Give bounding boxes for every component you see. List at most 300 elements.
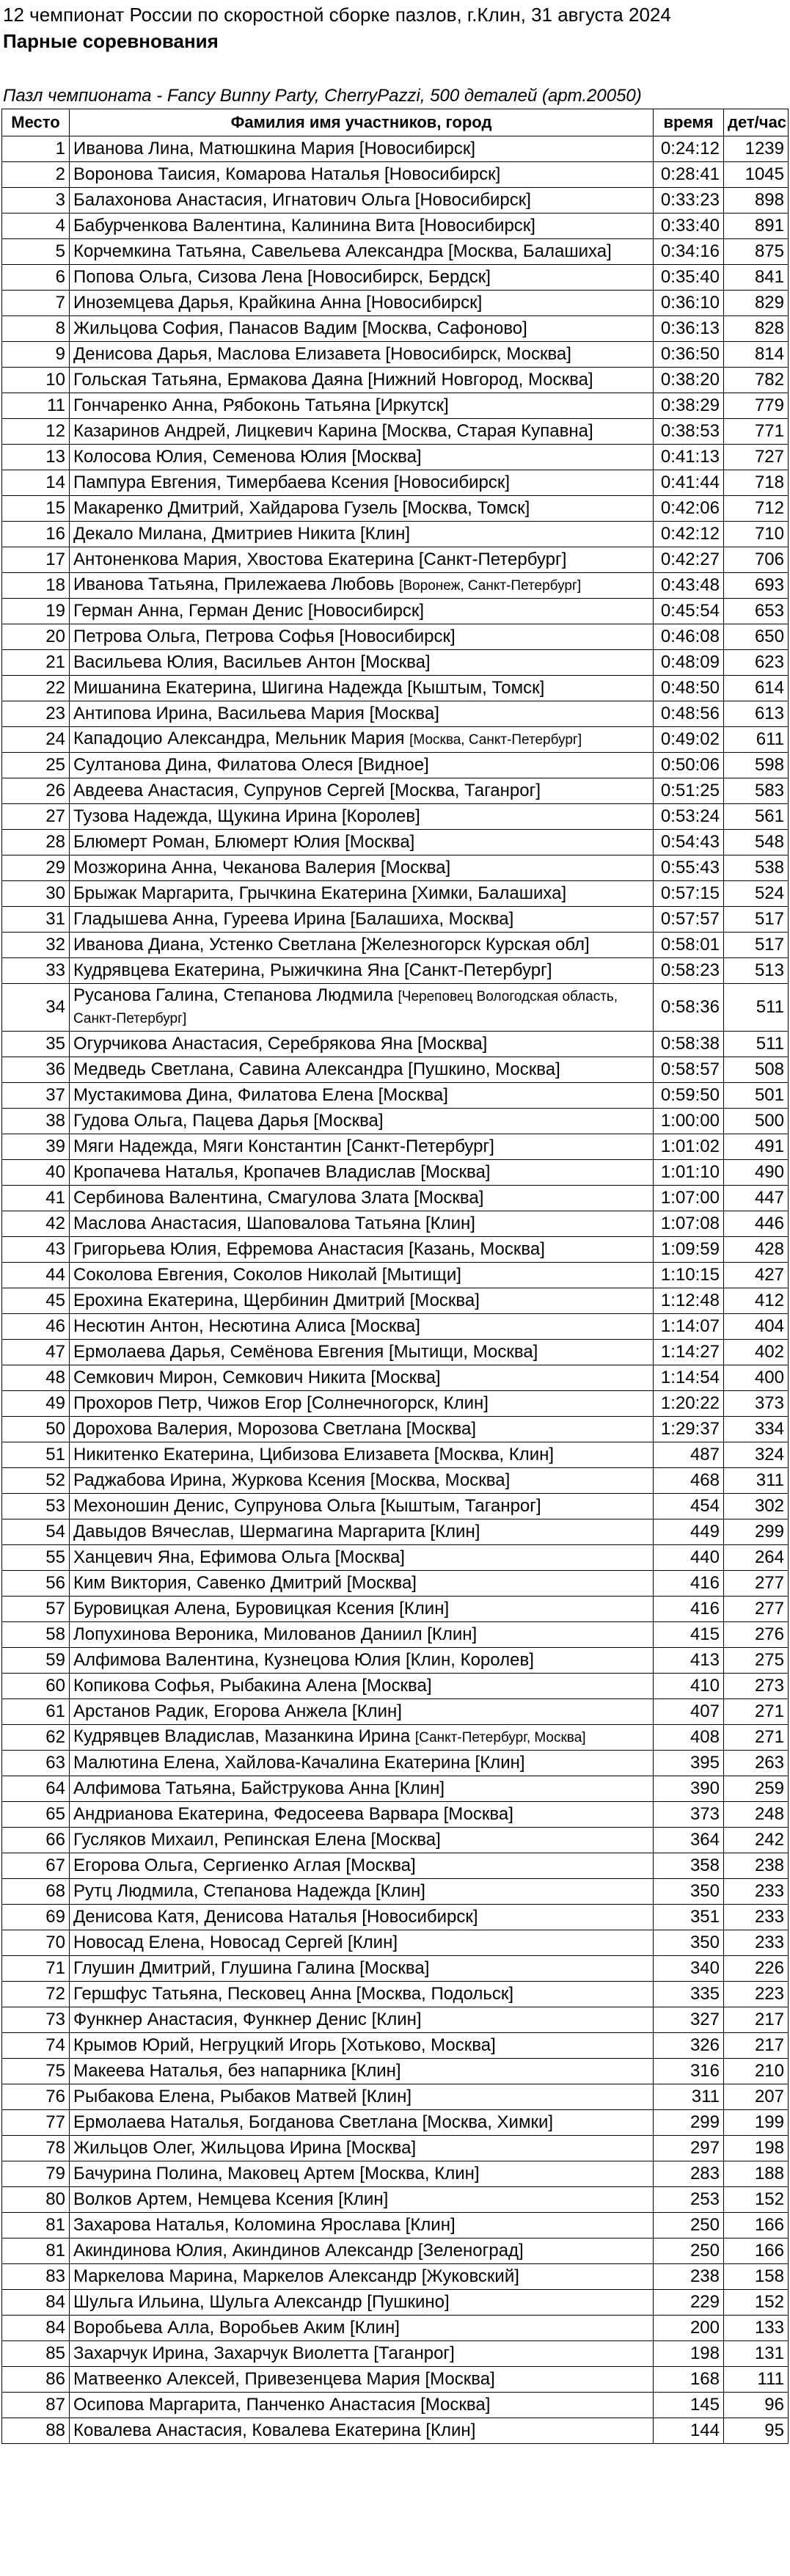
cell-rate: 233: [724, 1930, 789, 1956]
cell-rate: 334: [724, 1417, 789, 1442]
participants-text: Егорова Ольга, Сергиенко Аглая [Москва]: [73, 1856, 416, 1875]
cell-rate: 653: [724, 599, 789, 624]
cell-time: 449: [654, 1519, 724, 1545]
cell-place: 40: [2, 1160, 70, 1186]
cell-time: 0:33:40: [654, 214, 724, 239]
table-row: [2, 2290, 789, 2316]
cell-place: 76: [2, 2084, 70, 2110]
cell-place: 79: [2, 2161, 70, 2187]
cell-time: 0:58:36: [654, 984, 724, 1032]
cell-place: 63: [2, 1751, 70, 1776]
cell-time: 1:14:54: [654, 1365, 724, 1391]
cell-rate: 650: [724, 624, 789, 650]
cell-place: 17: [2, 547, 70, 573]
cell-participants: [70, 804, 654, 830]
cell-rate: 511: [724, 984, 789, 1032]
cell-rate: 233: [724, 1879, 789, 1905]
participants-text: Волков Артем, Немцева Ксения [Клин]: [73, 2189, 389, 2209]
cell-time: 468: [654, 1468, 724, 1494]
cell-participants: [70, 368, 654, 393]
cell-place: 77: [2, 2110, 70, 2136]
cell-time: 250: [654, 2239, 724, 2264]
cell-rate: 611: [724, 727, 789, 753]
cell-time: 0:38:53: [654, 419, 724, 445]
cell-rate: 207: [724, 2084, 789, 2110]
table-row: [2, 907, 789, 933]
cell-place: 52: [2, 1468, 70, 1494]
cell-place: 34: [2, 984, 70, 1032]
cell-rate: 271: [724, 1725, 789, 1751]
cell-time: 0:46:08: [654, 624, 724, 650]
cell-rate: 95: [724, 2418, 789, 2444]
participants-text: Казаринов Андрей, Лицкевич Карина [Москва, Старая Купавна]: [73, 421, 593, 441]
participants-text: Гершфус Татьяна, Песковец Анна [Москва, Подольск]: [73, 1984, 514, 2004]
cell-time: 335: [654, 1982, 724, 2007]
cell-rate: 446: [724, 1211, 789, 1237]
cell-participants: [70, 2341, 654, 2367]
cell-time: 0:53:24: [654, 804, 724, 830]
cell-time: 316: [654, 2059, 724, 2084]
cell-participants: [70, 2393, 654, 2418]
cell-rate: 613: [724, 701, 789, 727]
cell-place: 57: [2, 1597, 70, 1622]
participants-text: Балахонова Анастасия, Игнатович Ольга [Новосибирск]: [73, 190, 531, 210]
cell-rate: 133: [724, 2316, 789, 2341]
table-row: [2, 727, 789, 753]
cell-rate: 828: [724, 316, 789, 342]
cell-place: 19: [2, 599, 70, 624]
cell-time: 408: [654, 1725, 724, 1751]
cell-participants: [70, 2239, 654, 2264]
cell-participants: [70, 291, 654, 316]
cell-rate: 96: [724, 2393, 789, 2418]
cell-rate: 259: [724, 1776, 789, 1802]
cell-participants: [70, 1391, 654, 1417]
cell-place: 8: [2, 316, 70, 342]
table-row: [2, 984, 789, 1032]
cell-participants: [70, 1365, 654, 1391]
participants-text: Гольская Татьяна, Ермакова Даяна [Нижний Новгород, Москва]: [73, 370, 593, 390]
cell-time: 351: [654, 1905, 724, 1930]
table-row: [2, 855, 789, 881]
cell-time: 358: [654, 1853, 724, 1879]
participants-text: Кападоцио Александра, Мельник Мария: [73, 729, 405, 748]
cell-rate: 277: [724, 1571, 789, 1597]
cell-participants: [70, 1545, 654, 1571]
cell-place: 67: [2, 1853, 70, 1879]
cell-rate: 513: [724, 958, 789, 984]
cell-participants: [70, 162, 654, 188]
cell-time: 1:29:37: [654, 1417, 724, 1442]
cell-participants: [70, 599, 654, 624]
cell-rate: 712: [724, 496, 789, 522]
table-row: [2, 1930, 789, 1956]
cell-rate: 508: [724, 1057, 789, 1083]
table-row: [2, 342, 789, 368]
cell-place: 73: [2, 2007, 70, 2033]
table-row: [2, 650, 789, 676]
cell-time: 229: [654, 2290, 724, 2316]
cell-rate: 223: [724, 1982, 789, 2007]
cell-place: 39: [2, 1134, 70, 1160]
cell-place: 4: [2, 214, 70, 239]
table-row: [2, 2418, 789, 2444]
cell-rate: 404: [724, 1314, 789, 1340]
cell-place: 30: [2, 881, 70, 907]
cell-place: 81: [2, 2213, 70, 2239]
cell-participants: [70, 933, 654, 958]
cell-rate: 718: [724, 470, 789, 496]
cell-place: 88: [2, 2418, 70, 2444]
table-row: [2, 1263, 789, 1288]
participants-text: Попова Ольга, Сизова Лена [Новосибирск, Бердск]: [73, 267, 491, 287]
cell-place: 2: [2, 162, 70, 188]
cell-participants: [70, 1211, 654, 1237]
cell-place: 84: [2, 2290, 70, 2316]
cell-time: 0:48:56: [654, 701, 724, 727]
participants-text: Жильцов Олег, Жильцова Ирина [Москва]: [73, 2138, 417, 2158]
cell-place: 58: [2, 1622, 70, 1648]
cell-time: 0:34:16: [654, 239, 724, 265]
participants-text: Гусляков Михаил, Репинская Елена [Москва]: [73, 1830, 441, 1850]
participants-text: Денисова Дарья, Маслова Елизавета [Новосибирск, Москва]: [73, 344, 571, 364]
column-header-name: Фамилия имя участников, город: [70, 109, 654, 136]
cell-participants: [70, 881, 654, 907]
cell-place: 27: [2, 804, 70, 830]
table-row: [2, 1519, 789, 1545]
cell-time: 200: [654, 2316, 724, 2341]
cell-participants: [70, 2161, 654, 2187]
cell-rate: 373: [724, 1391, 789, 1417]
participants-text: Воробьева Алла, Воробьев Аким [Клин]: [73, 2318, 400, 2338]
cell-participants: [70, 2187, 654, 2213]
cell-time: 395: [654, 1751, 724, 1776]
cell-participants: [70, 1083, 654, 1109]
cell-place: 33: [2, 958, 70, 984]
cell-time: 454: [654, 1494, 724, 1519]
cell-place: 44: [2, 1263, 70, 1288]
table-row: [2, 2393, 789, 2418]
cell-rate: 277: [724, 1597, 789, 1622]
table-row: [2, 291, 789, 316]
cell-place: 83: [2, 2264, 70, 2290]
table-row: [2, 1597, 789, 1622]
cell-time: 0:35:40: [654, 265, 724, 291]
table-row: [2, 1751, 789, 1776]
table-row: [2, 547, 789, 573]
cell-rate: 517: [724, 907, 789, 933]
participants-text: Захарова Наталья, Коломина Ярослава [Клин]: [73, 2215, 456, 2235]
cell-rate: 524: [724, 881, 789, 907]
cell-participants: [70, 1571, 654, 1597]
cell-place: 56: [2, 1571, 70, 1597]
cell-participants: [70, 1032, 654, 1057]
participants-text: Захарчук Ирина, Захарчук Виолетта [Таганрог]: [73, 2343, 455, 2363]
table-row: [2, 239, 789, 265]
cell-place: 51: [2, 1442, 70, 1468]
cell-participants: [70, 2059, 654, 2084]
cell-time: 1:14:07: [654, 1314, 724, 1340]
participants-text: Бабурченкова Валентина, Калинина Вита [Новосибирск]: [73, 216, 535, 236]
participants-city-small: [Череповец Вологодская область, Санкт-Петербург]: [73, 989, 618, 1026]
participants-text: Матвеенко Алексей, Привезенцева Мария [Москва]: [73, 2369, 495, 2389]
table-row: [2, 1160, 789, 1186]
cell-participants: [70, 676, 654, 701]
cell-rate: 402: [724, 1340, 789, 1365]
cell-participants: [70, 1494, 654, 1519]
cell-rate: 706: [724, 547, 789, 573]
cell-participants: [70, 1340, 654, 1365]
cell-rate: 490: [724, 1160, 789, 1186]
cell-time: 0:41:44: [654, 470, 724, 496]
cell-rate: 412: [724, 1288, 789, 1314]
cell-place: 72: [2, 1982, 70, 2007]
cell-time: 0:43:48: [654, 573, 724, 599]
participants-text: Гудова Ольга, Пацева Дарья [Москва]: [73, 1111, 384, 1131]
cell-place: 80: [2, 2187, 70, 2213]
cell-place: 49: [2, 1391, 70, 1417]
participants-text: Мяги Надежда, Мяги Константин [Санкт-Петербург]: [73, 1136, 494, 1156]
table-row: [2, 701, 789, 727]
cell-rate: 302: [724, 1494, 789, 1519]
cell-place: 37: [2, 1083, 70, 1109]
table-row: [2, 2136, 789, 2161]
table-row: [2, 522, 789, 547]
cell-rate: 324: [724, 1442, 789, 1468]
cell-place: 78: [2, 2136, 70, 2161]
cell-rate: 210: [724, 2059, 789, 2084]
participants-text: Функнер Анастасия, Функнер Денис [Клин]: [73, 2010, 422, 2029]
cell-rate: 427: [724, 1263, 789, 1288]
cell-place: 64: [2, 1776, 70, 1802]
participants-text: Васильева Юлия, Васильев Антон [Москва]: [73, 652, 431, 672]
cell-rate: 501: [724, 1083, 789, 1109]
cell-participants: [70, 239, 654, 265]
participants-text: Малютина Елена, Хайлова-Качалина Екатерина [Клин]: [73, 1753, 525, 1773]
cell-rate: 500: [724, 1109, 789, 1134]
cell-time: 390: [654, 1776, 724, 1802]
cell-participants: [70, 2264, 654, 2290]
table-row: [2, 1134, 789, 1160]
table-row: [2, 881, 789, 907]
cell-rate: 623: [724, 650, 789, 676]
cell-time: 416: [654, 1597, 724, 1622]
participants-text: Антоненкова Мария, Хвостова Екатерина [Санкт-Петербург]: [73, 550, 567, 569]
participants-text: Петрова Ольга, Петрова Софья [Новосибирск]: [73, 627, 456, 646]
participants-text: Денисова Катя, Денисова Наталья [Новосибирск]: [73, 1907, 478, 1927]
table-row: [2, 753, 789, 778]
cell-participants: [70, 958, 654, 984]
participants-text: Иванова Диана, Устенко Светлана [Железногорск Курская обл]: [73, 935, 590, 955]
cell-rate: 898: [724, 188, 789, 214]
cell-time: 168: [654, 2367, 724, 2393]
participants-text: Макаренко Дмитрий, Хайдарова Гузель [Москва, Томск]: [73, 498, 530, 518]
cell-time: 0:24:12: [654, 136, 724, 162]
table-row: [2, 676, 789, 701]
cell-place: 6: [2, 265, 70, 291]
participants-text: Рыбакова Елена, Рыбаков Матвей [Клин]: [73, 2087, 412, 2106]
cell-place: 32: [2, 933, 70, 958]
cell-participants: [70, 1751, 654, 1776]
participants-text: Рутц Людмила, Степанова Надежда [Клин]: [73, 1881, 425, 1901]
cell-rate: 517: [724, 933, 789, 958]
participants-text: Григорьева Юлия, Ефремова Анастасия [Казань, Москва]: [73, 1239, 545, 1259]
cell-time: 144: [654, 2418, 724, 2444]
participants-text: Маслова Анастасия, Шаповалова Татьяна [Клин]: [73, 1214, 475, 1233]
cell-time: 250: [654, 2213, 724, 2239]
table-row: [2, 2316, 789, 2341]
cell-rate: 400: [724, 1365, 789, 1391]
cell-place: 46: [2, 1314, 70, 1340]
participants-text: Буровицкая Алена, Буровицкая Ксения [Клин]: [73, 1599, 450, 1619]
cell-place: 14: [2, 470, 70, 496]
cell-rate: 271: [724, 1699, 789, 1725]
participants-text: Ермолаева Наталья, Богданова Светлана [Москва, Химки]: [73, 2112, 554, 2132]
cell-participants: [70, 188, 654, 214]
table-row: [2, 599, 789, 624]
participants-text: Медведь Светлана, Савина Александра [Пушкино, Москва]: [73, 1059, 560, 1079]
cell-participants: [70, 1237, 654, 1263]
cell-place: 84: [2, 2316, 70, 2341]
cell-time: 1:07:00: [654, 1186, 724, 1211]
cell-time: 0:28:41: [654, 162, 724, 188]
cell-rate: 226: [724, 1956, 789, 1982]
participants-text: Прохоров Петр, Чижов Егор [Солнечногорск, Клин]: [73, 1393, 489, 1413]
participants-text: Пампура Евгения, Тимербаева Ксения [Новосибирск]: [73, 472, 511, 492]
cell-time: 297: [654, 2136, 724, 2161]
cell-rate: 199: [724, 2110, 789, 2136]
cell-place: 65: [2, 1802, 70, 1828]
cell-participants: [70, 1442, 654, 1468]
cell-rate: 583: [724, 778, 789, 804]
cell-participants: [70, 1109, 654, 1134]
table-row: [2, 1802, 789, 1828]
table-row: [2, 2264, 789, 2290]
cell-place: 21: [2, 650, 70, 676]
participants-text: Иванова Татьяна, Прилежаева Любовь: [73, 574, 395, 594]
column-header-rate: дет/час: [724, 109, 789, 136]
cell-participants: [70, 701, 654, 727]
participants-text: Брыжак Маргарита, Грычкина Екатерина [Химки, Балашиха]: [73, 883, 567, 903]
cell-place: 12: [2, 419, 70, 445]
cell-place: 47: [2, 1340, 70, 1365]
cell-place: 25: [2, 753, 70, 778]
participants-text: Иванова Лина, Матюшкина Мария [Новосибирск]: [73, 139, 476, 158]
participants-city-small: [Москва, Санкт-Петербург]: [409, 732, 582, 748]
cell-time: 0:55:43: [654, 855, 724, 881]
cell-place: 31: [2, 907, 70, 933]
cell-place: 62: [2, 1725, 70, 1751]
table-header-row: [2, 109, 789, 136]
cell-time: 350: [654, 1930, 724, 1956]
cell-rate: 814: [724, 342, 789, 368]
cell-rate: 276: [724, 1622, 789, 1648]
cell-place: 85: [2, 2341, 70, 2367]
cell-rate: 217: [724, 2033, 789, 2059]
cell-participants: [70, 1802, 654, 1828]
table-row: [2, 1699, 789, 1725]
puzzle-caption: Пазл чемпионата - Fancy Bunny Party, CherryPazzi, 500 деталей (арт.20050): [3, 86, 642, 106]
cell-participants: [70, 2084, 654, 2110]
cell-participants: [70, 2110, 654, 2136]
cell-participants: [70, 547, 654, 573]
participants-text: Кропачева Наталья, Кропачев Владислав [Москва]: [73, 1162, 491, 1182]
cell-rate: 299: [724, 1519, 789, 1545]
cell-rate: 693: [724, 573, 789, 599]
cell-time: 0:51:25: [654, 778, 724, 804]
cell-participants: [70, 1853, 654, 1879]
cell-time: 1:01:02: [654, 1134, 724, 1160]
cell-place: 81: [2, 2239, 70, 2264]
cell-time: 0:58:01: [654, 933, 724, 958]
cell-participants: [70, 1674, 654, 1699]
cell-time: 1:01:10: [654, 1160, 724, 1186]
cell-time: 0:45:54: [654, 599, 724, 624]
cell-participants: [70, 2213, 654, 2239]
cell-participants: [70, 1160, 654, 1186]
cell-place: 23: [2, 701, 70, 727]
table-row: [2, 624, 789, 650]
cell-participants: [70, 650, 654, 676]
cell-place: 75: [2, 2059, 70, 2084]
participants-text: Андрианова Екатерина, Федосеева Варвара [Москва]: [73, 1804, 513, 1824]
cell-participants: [70, 470, 654, 496]
cell-place: 74: [2, 2033, 70, 2059]
cell-place: 68: [2, 1879, 70, 1905]
table-row: [2, 136, 789, 162]
cell-participants: [70, 907, 654, 933]
cell-participants: [70, 624, 654, 650]
cell-place: 60: [2, 1674, 70, 1699]
participants-text: Маркелова Марина, Маркелов Александр [Жуковский]: [73, 2266, 519, 2286]
table-row: [2, 933, 789, 958]
cell-rate: 188: [724, 2161, 789, 2187]
cell-participants: [70, 1622, 654, 1648]
cell-rate: 131: [724, 2341, 789, 2367]
cell-rate: 561: [724, 804, 789, 830]
cell-rate: 538: [724, 855, 789, 881]
participants-text: Мехоношин Денис, Супрунова Ольга [Кыштым, Таганрог]: [73, 1496, 541, 1516]
cell-time: 198: [654, 2341, 724, 2367]
table-row: [2, 1083, 789, 1109]
cell-rate: 771: [724, 419, 789, 445]
participants-text: Алфимова Валентина, Кузнецова Юлия [Клин, Королев]: [73, 1650, 534, 1670]
cell-rate: 614: [724, 676, 789, 701]
participants-text: Мозжорина Анна, Чеканова Валерия [Москва]: [73, 858, 451, 877]
cell-place: 61: [2, 1699, 70, 1725]
cell-time: 413: [654, 1648, 724, 1674]
cell-participants: [70, 727, 654, 753]
cell-rate: 779: [724, 393, 789, 419]
cell-time: 0:38:20: [654, 368, 724, 393]
participants-text: Корчемкина Татьяна, Савельева Александра [Москва, Балашиха]: [73, 241, 612, 261]
cell-place: 29: [2, 855, 70, 881]
cell-time: 0:54:43: [654, 830, 724, 855]
participants-text: Арстанов Радик, Егорова Анжела [Клин]: [73, 1701, 402, 1721]
cell-time: 327: [654, 2007, 724, 2033]
cell-participants: [70, 1314, 654, 1340]
participants-text: Соколова Евгения, Соколов Николай [Мытищи]: [73, 1265, 461, 1285]
cell-rate: 829: [724, 291, 789, 316]
cell-participants: [70, 1699, 654, 1725]
participants-text: Огурчикова Анастасия, Серебрякова Яна [Москва]: [73, 1034, 488, 1054]
table-row: [2, 830, 789, 855]
cell-place: 86: [2, 2367, 70, 2393]
table-row: [2, 2239, 789, 2264]
cell-place: 5: [2, 239, 70, 265]
participants-text: Кудрявцев Владислав, Мазанкина Ирина: [73, 1726, 411, 1746]
cell-time: 0:42:27: [654, 547, 724, 573]
